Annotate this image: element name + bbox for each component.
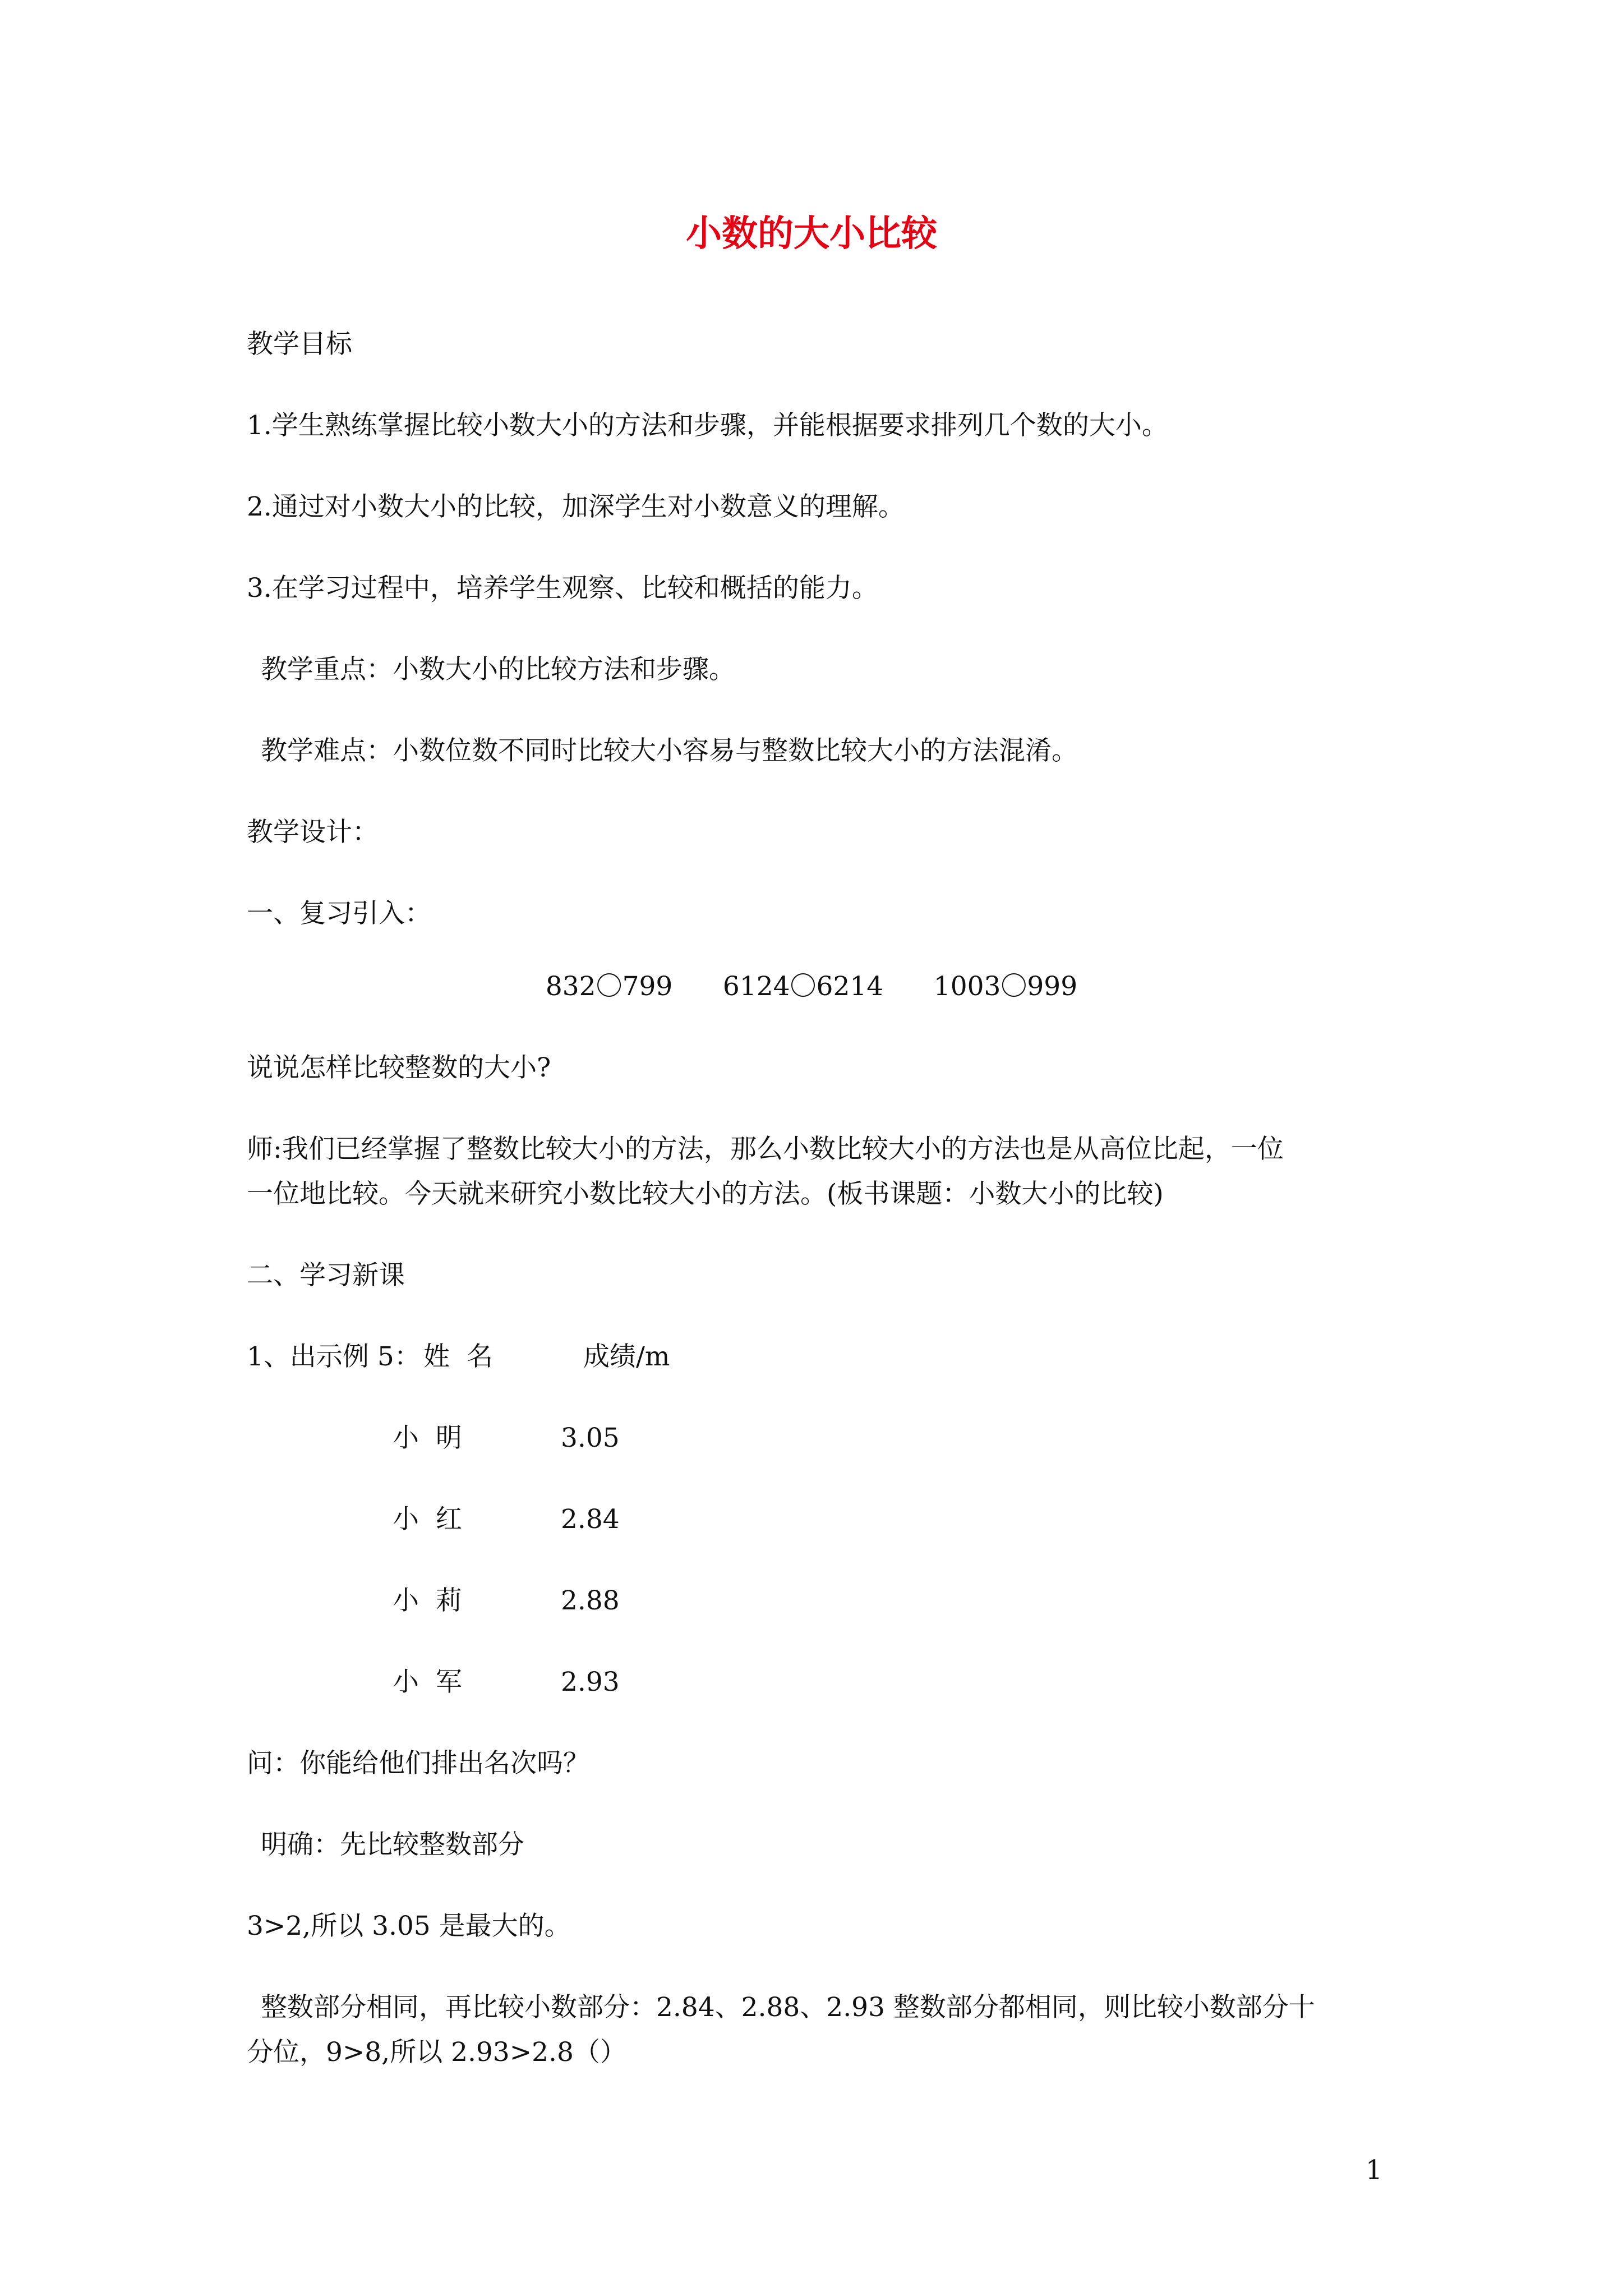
comparison-line-a: 整数部分相同，再比较小数部分：2.84、2.88、2.93 整数部分都相同，则比较小数部分十 bbox=[261, 1992, 1315, 2023]
result-line: 3>2,所以 3.05 是最大的。 bbox=[247, 1911, 571, 1941]
difficulty: 教学难点：小数位数不同时比较大小容易与整数比较大小的方法混淆。 bbox=[261, 735, 1078, 766]
review-heading: 一、复习引入： bbox=[247, 898, 431, 929]
table-row-score: 2.84 bbox=[561, 1504, 620, 1535]
ranking-question: 问：你能给他们排出名次吗？ bbox=[247, 1748, 589, 1779]
comparison-line-b: 分位，9>8,所以 2.93>2.8（） bbox=[247, 2037, 626, 2068]
clarify-line: 明确：先比较整数部分 bbox=[261, 1829, 524, 1860]
table-row-name: 小 军 bbox=[393, 1667, 462, 1697]
table-row-score: 3.05 bbox=[561, 1423, 620, 1453]
teacher-line-1: 师:我们已经掌握了整数比较大小的方法，那么小数比较大小的方法也是从高位比起，一位 bbox=[247, 1134, 1284, 1165]
new-lesson-heading: 二、学习新课 bbox=[247, 1260, 405, 1291]
objective-2: 2.通过对小数大小的比较，加深学生对小数意义的理解。 bbox=[247, 491, 905, 522]
teacher-line-2: 一位地比较。今天就来研究小数比较大小的方法。(板书课题：小数大小的比较) bbox=[247, 1179, 1164, 1209]
design-heading: 教学设计： bbox=[247, 817, 379, 848]
table-row-name: 小 莉 bbox=[393, 1585, 462, 1616]
page-number: 1 bbox=[1366, 2155, 1382, 2185]
example-label: 1、出示例 5： bbox=[247, 1341, 421, 1372]
objective-1: 1.学生熟练掌握比较小数大小的方法和步骤，并能根据要求排列几个数的大小。 bbox=[247, 410, 1168, 441]
integer-question: 说说怎样比较整数的大小? bbox=[247, 1052, 551, 1083]
table-row-score: 2.88 bbox=[561, 1585, 620, 1616]
column-header-score: 成绩/m bbox=[583, 1341, 670, 1372]
column-header-name: 姓 名 bbox=[423, 1341, 493, 1372]
comparison-exercises: 832〇799 6124〇6214 1003〇999 bbox=[545, 971, 1078, 1002]
objective-3: 3.在学习过程中，培养学生观察、比较和概括的能力。 bbox=[247, 573, 878, 604]
table-row-name: 小 明 bbox=[393, 1423, 462, 1453]
table-row-name: 小 红 bbox=[393, 1504, 462, 1535]
table-row-score: 2.93 bbox=[561, 1667, 620, 1697]
key-point: 教学重点：小数大小的比较方法和步骤。 bbox=[261, 654, 735, 685]
objectives-heading: 教学目标 bbox=[247, 329, 352, 360]
document-title: 小数的大小比较 bbox=[686, 213, 937, 255]
